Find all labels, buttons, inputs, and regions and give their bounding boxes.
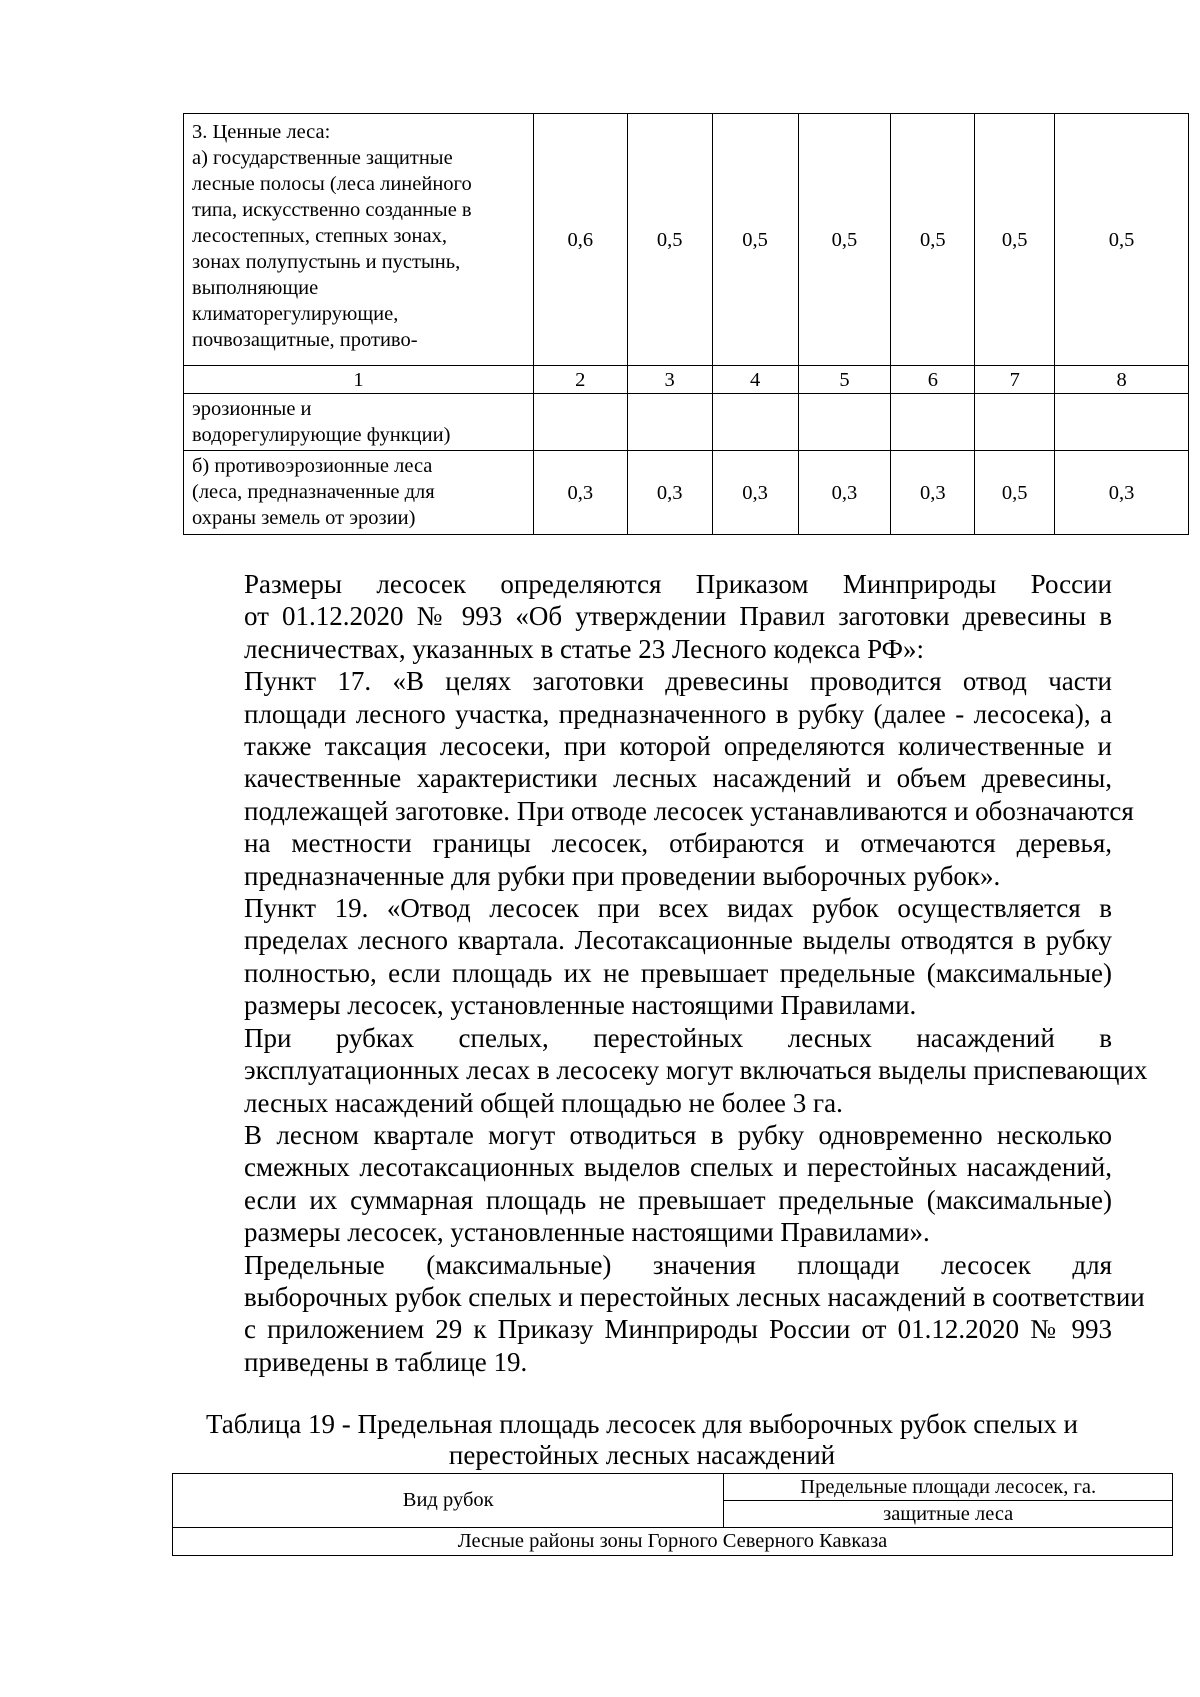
desc-line: водорегулирующие функции) — [192, 424, 451, 446]
desc-line: б) противоэрозионные леса — [192, 455, 433, 477]
text-line: Пункт 17. «В целях заготовки древесины проводится отвод части — [244, 666, 1112, 697]
table-19 — [172, 1473, 1173, 1556]
text-line: площади лесного участка, предназначенного в рубку (далее - лесосека), а — [244, 698, 1112, 729]
text-line: предназначенные для рубки при проведении выборочных рубок». — [244, 860, 1001, 891]
desc-line: типа, искусственно созданные в — [192, 199, 472, 221]
text-line: выборочных рубок спелых и перестойных лесных насаждений в соответствии — [244, 1281, 1145, 1312]
text-line: смежных лесотаксационных выделов спелых и перестойных насаждений, — [244, 1152, 1112, 1183]
table-row — [184, 114, 1189, 366]
desc-line: а) государственные защитные — [192, 147, 453, 169]
desc-line: эрозионные и — [192, 398, 312, 420]
text-line: с приложением 29 к Приказу Минприроды России от 01.12.2020 № 993 — [244, 1314, 1112, 1345]
text-line: размеры лесосек, установленные настоящими Правилами. — [244, 990, 917, 1021]
table-cell — [627, 394, 712, 451]
column-number: 6 — [891, 366, 975, 394]
text-line: лесных насаждений общей площадью не более 3 га. — [244, 1087, 843, 1118]
desc-line: (леса, предназначенные для — [192, 481, 435, 503]
table-cell — [1055, 394, 1189, 451]
table-cell: 0,5 — [1055, 114, 1189, 366]
desc-line: почвозащитные, противо- — [192, 329, 418, 351]
table-cell: 0,6 — [533, 114, 627, 366]
table-row — [184, 451, 1189, 535]
column-number: 7 — [975, 366, 1055, 394]
column-numbers-row — [184, 366, 1189, 394]
text-line: Пункт 19. «Отвод лесосек при всех видах рубок осуществляется в — [244, 893, 1112, 924]
paragraph — [172, 665, 1134, 892]
table-cell — [798, 394, 891, 451]
column-number: 3 — [627, 366, 712, 394]
paragraph — [172, 568, 1112, 665]
desc-line: 3. Ценные леса: — [192, 121, 331, 143]
text-line: подлежащей заготовке. При отводе лесосек устанавливаются и обозначаются — [244, 795, 1134, 826]
column-number: 2 — [533, 366, 627, 394]
table-cell: 0,5 — [891, 114, 975, 366]
table-cell: 0,5 — [975, 451, 1055, 535]
text-line: также таксация лесосеки, при которой определяются количественные и — [244, 731, 1112, 762]
table-row — [173, 1528, 1173, 1556]
table-cell — [891, 394, 975, 451]
text-line: размеры лесосек, установленные настоящими Правилами». — [244, 1217, 930, 1248]
table-header-row — [173, 1474, 1173, 1501]
desc-line: лесные полосы (леса линейного — [192, 173, 472, 195]
table-cell: 0,3 — [533, 451, 627, 535]
text-line: При рубках спелых, перестойных лесных насаждений в — [244, 1022, 1112, 1053]
paragraph — [172, 1249, 1145, 1379]
desc-line: охраны земель от эрозии) — [192, 507, 416, 529]
column-header: Вид рубок — [173, 1474, 724, 1528]
table-cell: 0,3 — [798, 451, 891, 535]
text-line: Предельные (максимальные) значения площади лесосек для — [244, 1249, 1112, 1280]
text-line: качественные характеристики лесных насаждений и объем древесины, — [244, 763, 1112, 794]
text-line: В лесном квартале могут отводиться в рубку одновременно несколько — [244, 1119, 1112, 1150]
desc-line: климаторегулирующие, — [192, 303, 399, 325]
table-cell — [533, 394, 627, 451]
column-number: 4 — [712, 366, 798, 394]
table-caption — [172, 1409, 1112, 1471]
row-description — [184, 394, 534, 451]
caption-line: перестойных лесных насаждений — [448, 1440, 836, 1470]
table-cell: 0,5 — [712, 114, 798, 366]
text-line: лесничествах, указанных в статье 23 Лесного кодекса РФ»: — [244, 633, 924, 664]
body-text — [172, 568, 1148, 1378]
table-cell: 0,3 — [1055, 451, 1189, 535]
paragraph — [172, 892, 1112, 1022]
table-cell: 0,5 — [627, 114, 712, 366]
column-header: Предельные площади лесосек, га. — [724, 1474, 1173, 1501]
column-number: 8 — [1055, 366, 1189, 394]
table-cell: 0,3 — [712, 451, 798, 535]
column-number: 1 — [184, 366, 534, 394]
text-line: пределах лесного квартала. Лесотаксационные выделы отводятся в рубку — [244, 925, 1112, 956]
caption-line: Таблица 19 - Предельная площадь лесосек для выборочных рубок спелых и — [205, 1409, 1078, 1439]
row-description — [184, 114, 534, 366]
table-row — [184, 394, 1189, 451]
row-description — [184, 451, 534, 535]
desc-line: выполняющие — [192, 277, 319, 299]
column-subheader: защитные леса — [724, 1501, 1173, 1528]
desc-line: зонах полупустынь и пустынь, — [192, 251, 461, 273]
text-line: полностью, если площадь их не превышает предельные (максимальные) — [244, 957, 1112, 988]
column-number: 5 — [798, 366, 891, 394]
paragraph — [172, 1119, 1112, 1249]
text-line: от 01.12.2020 № 993 «Об утверждении Правил заготовки древесины в — [244, 601, 1112, 632]
text-line: на местности границы лесосек, отбираются и отмечаются деревья, — [244, 828, 1112, 859]
region-row: Лесные районы зоны Горного Северного Кавказа — [173, 1528, 1173, 1556]
table-cell: 0,3 — [891, 451, 975, 535]
text-line: Размеры лесосек определяются Приказом Минприроды России — [244, 569, 1112, 599]
desc-line: лесостепных, степных зонах, — [192, 225, 447, 247]
text-line: если их суммарная площадь не превышает предельные (максимальные) — [244, 1184, 1112, 1215]
table-cell: 0,5 — [975, 114, 1055, 366]
text-line: эксплуатационных лесах в лесосеку могут включаться выделы приспевающих — [244, 1055, 1148, 1086]
table-cell: 0,3 — [627, 451, 712, 535]
table-cell: 0,5 — [798, 114, 891, 366]
text-line: приведены в таблице 19. — [244, 1346, 528, 1377]
table-cell — [712, 394, 798, 451]
forest-norms-table — [183, 113, 1189, 535]
paragraph — [172, 1022, 1148, 1119]
table-cell — [975, 394, 1055, 451]
